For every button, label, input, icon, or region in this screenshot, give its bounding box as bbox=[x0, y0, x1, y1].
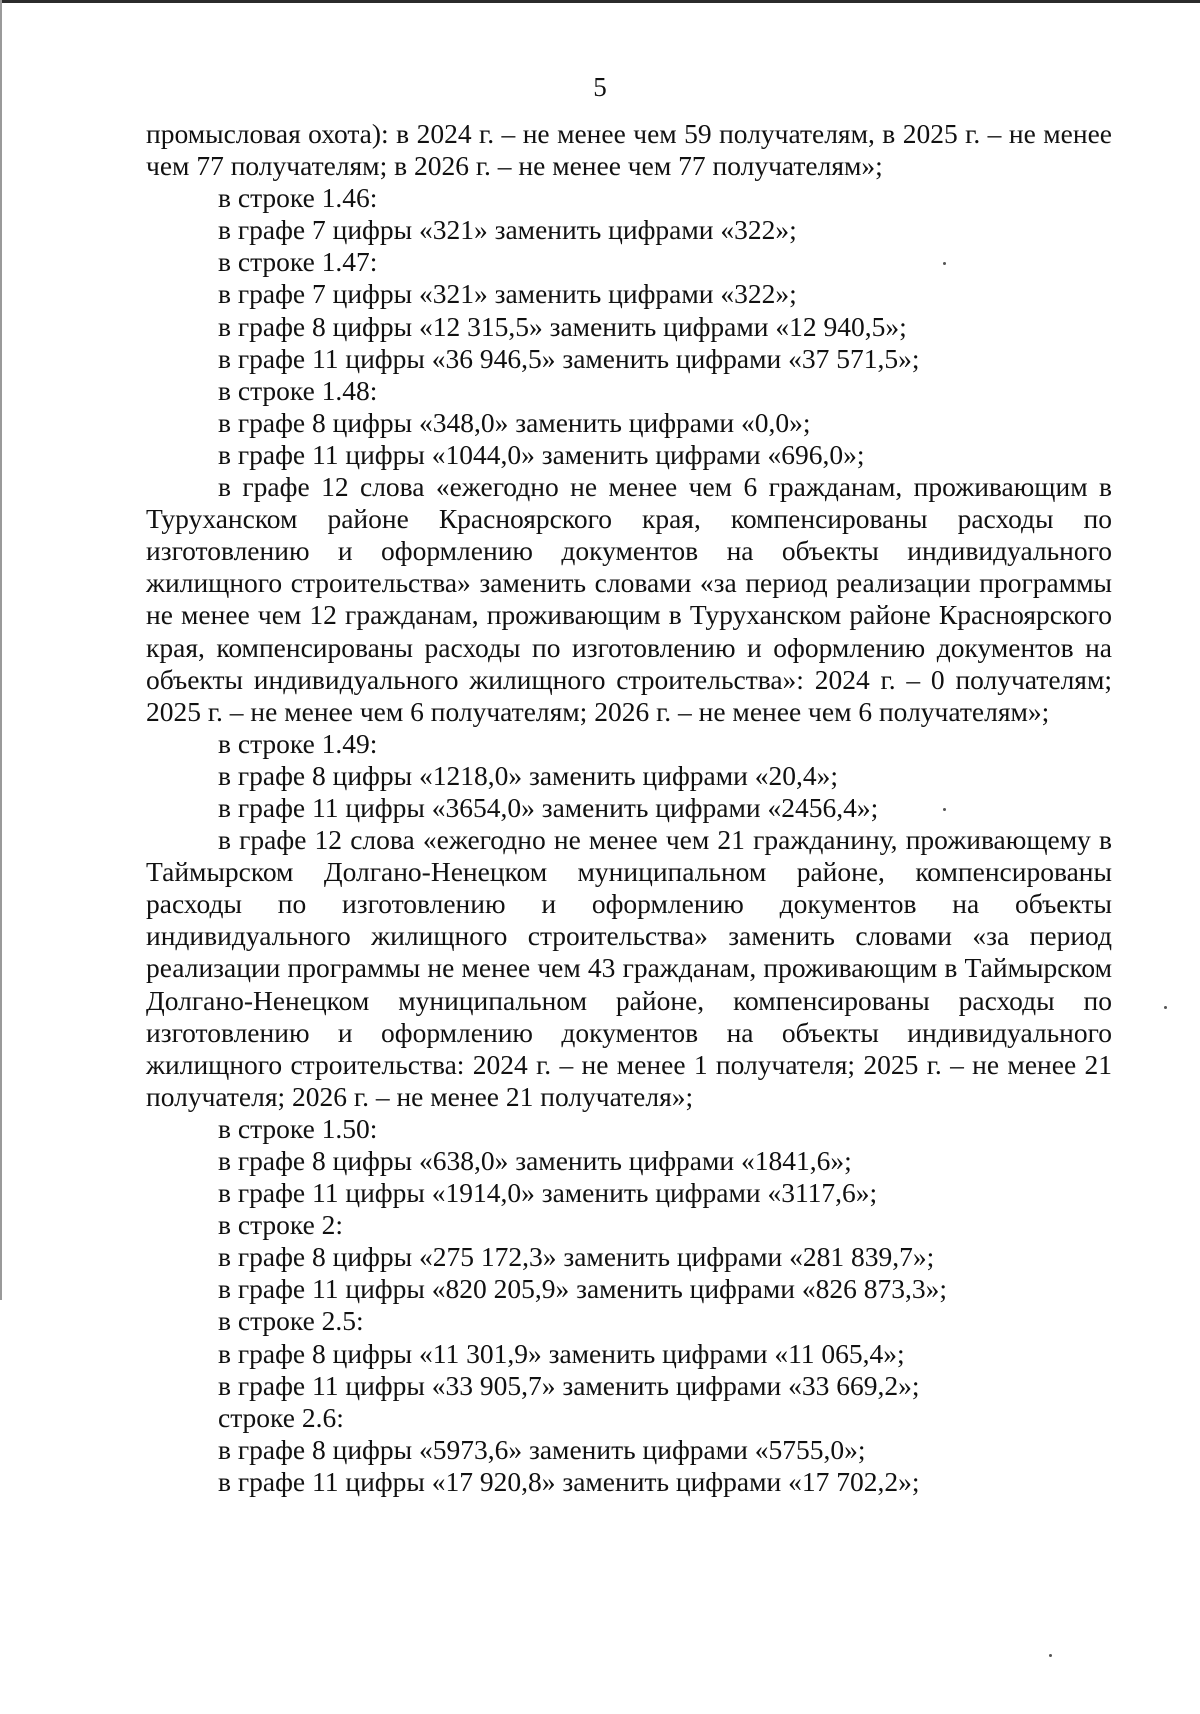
scan-speck bbox=[1049, 1654, 1052, 1657]
amendment-line: в строке 2: bbox=[218, 1209, 344, 1241]
amendment-line: в строке 2.5: bbox=[218, 1305, 364, 1337]
page-number: 5 bbox=[593, 72, 607, 102]
amendment-line: в строке 1.50: bbox=[218, 1112, 378, 1144]
paragraph-row-1-48-column-12: в графе 12 слова «ежегодно не менее чем 6 гражданам, проживающим в Туруханском районе Красноярского края, компенсированы расходы по изготовлению и оформлению документов на объекты индивидуального жилищного строительства» заменить словами «за период реализации программы не менее чем 12 гражданам, проживающим в Туруханском районе Красноярского края, компенсированы расходы по изготовлению и оформлению документов на объекты индивидуального жилищного строительства»: 2024 г. – 0 получателям; 2025 г. – не менее чем 6 получателям; 2026 г. – не менее чем 6 получателям»; bbox=[146, 471, 1112, 727]
amendment-line: в графе 11 цифры «820 205,9» заменить цифрами «826 873,3»; bbox=[218, 1273, 947, 1305]
amendment-line: в графе 8 цифры «5973,6» заменить цифрами «5755,0»; bbox=[218, 1433, 866, 1465]
amendment-line: строке 2.6: bbox=[218, 1401, 344, 1433]
intro-paragraph: промысловая охота): в 2024 г. – не менее чем 59 получателям, в 2025 г. – не менее чем 77 получателям; в 2026 г. – не менее чем 77 получателям»; bbox=[146, 118, 1112, 182]
amendment-line: в графе 8 цифры «275 172,3» заменить цифрами «281 839,7»; bbox=[218, 1241, 935, 1273]
amendment-line: в строке 1.47: bbox=[218, 246, 378, 278]
amendment-line: в строке 1.48: bbox=[218, 374, 378, 406]
scan-speck bbox=[943, 262, 946, 265]
paragraph-row-1-49-column-12: в графе 12 слова «ежегодно не менее чем 21 гражданину, проживающему в Таймырском Долгано-Ненецком муниципальном районе, компенсированы расходы по изготовлению и оформлению документов на объекты индивидуального жилищного строительства» заменить словами «за период реализации программы не менее чем 43 гражданам, проживающим в Таймырском Долгано-Ненецком муниципальном районе, компенсированы расходы по изготовлению и оформлению документов на объекты индивидуального жилищного строительства: 2024 г. – не менее 1 получателя; 2025 г. – не менее 21 получателя; 2026 г. – не менее 21 получателя»; bbox=[146, 824, 1112, 1112]
amendment-line: в строке 1.46: bbox=[218, 182, 378, 214]
document-body bbox=[146, 118, 1112, 1498]
amendment-line: в графе 11 цифры «1044,0» заменить цифрами «696,0»; bbox=[218, 438, 865, 470]
amendment-line: в графе 11 цифры «17 920,8» заменить цифрами «17 702,2»; bbox=[218, 1465, 920, 1497]
amendment-line: в строке 1.49: bbox=[218, 727, 378, 759]
amendment-line: в графе 8 цифры «1218,0» заменить цифрами «20,4»; bbox=[218, 759, 838, 791]
amendment-line: в графе 11 цифры «36 946,5» заменить цифрами «37 571,5»; bbox=[218, 342, 920, 374]
amendment-line: в графе 7 цифры «321» заменить цифрами «322»; bbox=[218, 278, 797, 310]
scan-speck bbox=[1164, 1006, 1167, 1009]
amendment-line: в графе 11 цифры «33 905,7» заменить цифрами «33 669,2»; bbox=[218, 1369, 920, 1401]
scan-speck bbox=[943, 808, 946, 811]
amendment-line: в графе 8 цифры «12 315,5» заменить цифрами «12 940,5»; bbox=[218, 310, 907, 342]
left-edge-shadow bbox=[0, 0, 2, 1300]
amendment-line: в графе 7 цифры «321» заменить цифрами «322»; bbox=[218, 214, 797, 246]
amendment-line: в графе 11 цифры «3654,0» заменить цифрами «2456,4»; bbox=[218, 791, 879, 823]
amendment-line: в графе 11 цифры «1914,0» заменить цифрами «3117,6»; bbox=[218, 1177, 878, 1209]
top-edge-rule bbox=[0, 0, 1200, 3]
amendment-line: в графе 8 цифры «11 301,9» заменить цифрами «11 065,4»; bbox=[218, 1337, 905, 1369]
amendment-line: в графе 8 цифры «348,0» заменить цифрами «0,0»; bbox=[218, 406, 811, 438]
amendment-line: в графе 8 цифры «638,0» заменить цифрами «1841,6»; bbox=[218, 1145, 852, 1176]
